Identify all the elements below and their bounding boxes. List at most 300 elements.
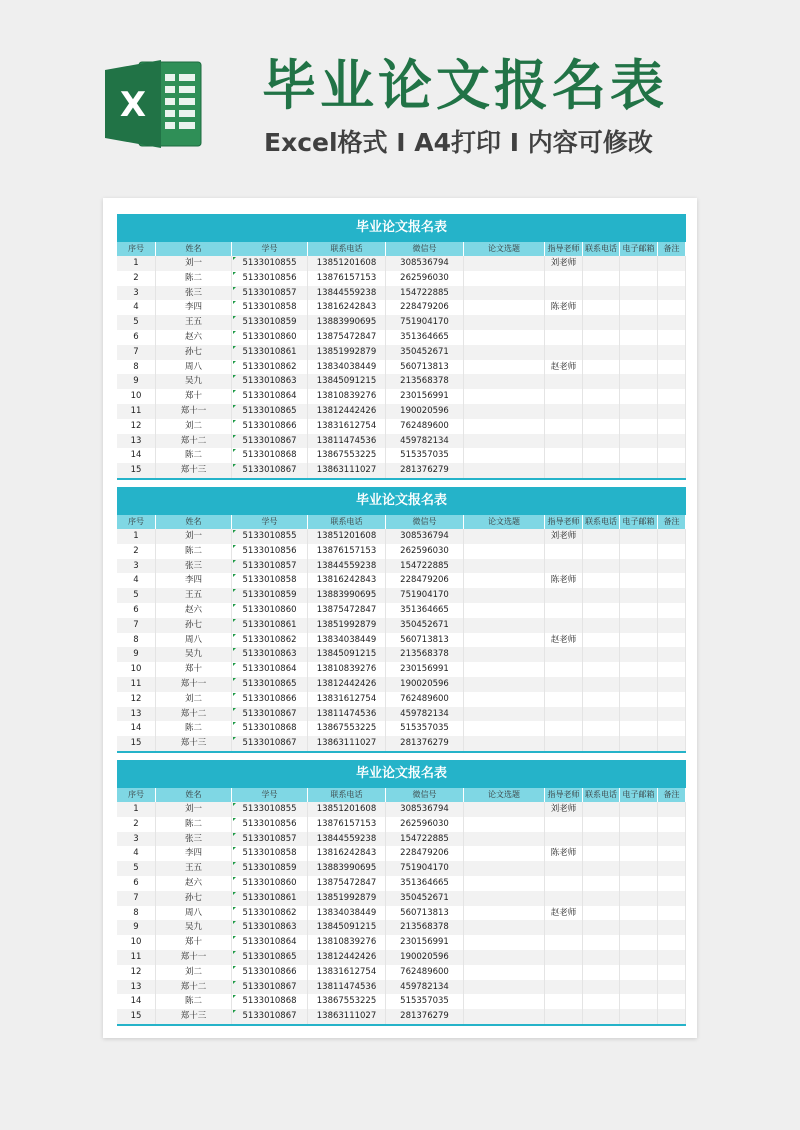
cell-wechat[interactable]: 228479206	[386, 573, 464, 588]
cell-advisor[interactable]	[545, 588, 583, 603]
cell-advisor-phone[interactable]	[583, 419, 620, 434]
cell-remark[interactable]	[658, 736, 686, 751]
cell-topic[interactable]	[464, 920, 545, 935]
cell-wechat[interactable]: 190020596	[386, 677, 464, 692]
cell-email[interactable]	[620, 434, 658, 449]
cell-email[interactable]	[620, 419, 658, 434]
cell-student-id[interactable]: 5133010862	[232, 906, 308, 921]
cell-remark[interactable]	[658, 677, 686, 692]
cell-seq[interactable]: 2	[117, 544, 156, 559]
cell-name[interactable]: 陈二	[156, 817, 232, 832]
cell-seq[interactable]: 4	[117, 300, 156, 315]
cell-remark[interactable]	[658, 434, 686, 449]
cell-advisor-phone[interactable]	[583, 374, 620, 389]
cell-seq[interactable]: 7	[117, 891, 156, 906]
cell-student-id[interactable]: 5133010866	[232, 419, 308, 434]
cell-seq[interactable]: 5	[117, 588, 156, 603]
cell-phone[interactable]: 13834038449	[308, 633, 386, 648]
cell-remark[interactable]	[658, 802, 686, 817]
cell-topic[interactable]	[464, 1009, 545, 1024]
cell-advisor-phone[interactable]	[583, 529, 620, 544]
cell-advisor[interactable]	[545, 965, 583, 980]
cell-wechat[interactable]: 213568378	[386, 374, 464, 389]
cell-student-id[interactable]: 5133010863	[232, 920, 308, 935]
cell-seq[interactable]: 10	[117, 662, 156, 677]
cell-advisor-phone[interactable]	[583, 448, 620, 463]
cell-topic[interactable]	[464, 588, 545, 603]
cell-remark[interactable]	[658, 448, 686, 463]
cell-advisor-phone[interactable]	[583, 906, 620, 921]
cell-remark[interactable]	[658, 861, 686, 876]
cell-remark[interactable]	[658, 920, 686, 935]
cell-seq[interactable]: 15	[117, 736, 156, 751]
cell-student-id[interactable]: 5133010861	[232, 618, 308, 633]
cell-topic[interactable]	[464, 736, 545, 751]
cell-advisor[interactable]	[545, 662, 583, 677]
cell-email[interactable]	[620, 463, 658, 478]
cell-advisor-phone[interactable]	[583, 736, 620, 751]
cell-advisor[interactable]	[545, 286, 583, 301]
cell-email[interactable]	[620, 647, 658, 662]
cell-advisor[interactable]: 刘老师	[545, 529, 583, 544]
cell-wechat[interactable]: 230156991	[386, 389, 464, 404]
cell-student-id[interactable]: 5133010863	[232, 374, 308, 389]
cell-student-id[interactable]: 5133010864	[232, 389, 308, 404]
cell-topic[interactable]	[464, 906, 545, 921]
cell-advisor-phone[interactable]	[583, 559, 620, 574]
cell-remark[interactable]	[658, 891, 686, 906]
cell-seq[interactable]: 9	[117, 647, 156, 662]
cell-student-id[interactable]: 5133010857	[232, 286, 308, 301]
cell-email[interactable]	[620, 448, 658, 463]
cell-name[interactable]: 郑十	[156, 389, 232, 404]
cell-student-id[interactable]: 5133010862	[232, 360, 308, 375]
cell-phone[interactable]: 13875472847	[308, 876, 386, 891]
cell-wechat[interactable]: 350452671	[386, 618, 464, 633]
cell-advisor-phone[interactable]	[583, 544, 620, 559]
cell-topic[interactable]	[464, 876, 545, 891]
cell-wechat[interactable]: 154722885	[386, 286, 464, 301]
cell-name[interactable]: 周八	[156, 633, 232, 648]
cell-student-id[interactable]: 5133010868	[232, 448, 308, 463]
cell-seq[interactable]: 14	[117, 994, 156, 1009]
cell-student-id[interactable]: 5133010858	[232, 573, 308, 588]
cell-email[interactable]	[620, 707, 658, 722]
cell-phone[interactable]: 13883990695	[308, 588, 386, 603]
cell-advisor[interactable]: 赵老师	[545, 360, 583, 375]
cell-topic[interactable]	[464, 434, 545, 449]
cell-name[interactable]: 刘一	[156, 256, 232, 271]
cell-name[interactable]: 周八	[156, 906, 232, 921]
cell-advisor-phone[interactable]	[583, 980, 620, 995]
cell-topic[interactable]	[464, 419, 545, 434]
cell-advisor-phone[interactable]	[583, 965, 620, 980]
cell-student-id[interactable]: 5133010856	[232, 544, 308, 559]
cell-wechat[interactable]: 351364665	[386, 330, 464, 345]
cell-advisor-phone[interactable]	[583, 935, 620, 950]
cell-advisor-phone[interactable]	[583, 389, 620, 404]
cell-remark[interactable]	[658, 1009, 686, 1024]
cell-student-id[interactable]: 5133010865	[232, 950, 308, 965]
cell-seq[interactable]: 5	[117, 861, 156, 876]
cell-topic[interactable]	[464, 618, 545, 633]
cell-seq[interactable]: 12	[117, 692, 156, 707]
cell-remark[interactable]	[658, 832, 686, 847]
cell-topic[interactable]	[464, 463, 545, 478]
cell-email[interactable]	[620, 980, 658, 995]
cell-advisor[interactable]: 刘老师	[545, 256, 583, 271]
cell-seq[interactable]: 12	[117, 965, 156, 980]
cell-phone[interactable]: 13863111027	[308, 1009, 386, 1024]
cell-advisor-phone[interactable]	[583, 861, 620, 876]
cell-name[interactable]: 赵六	[156, 330, 232, 345]
cell-phone[interactable]: 13844559238	[308, 286, 386, 301]
cell-name[interactable]: 张三	[156, 832, 232, 847]
cell-phone[interactable]: 13812442426	[308, 677, 386, 692]
cell-phone[interactable]: 13863111027	[308, 736, 386, 751]
cell-remark[interactable]	[658, 360, 686, 375]
cell-topic[interactable]	[464, 330, 545, 345]
cell-name[interactable]: 郑十一	[156, 677, 232, 692]
cell-email[interactable]	[620, 588, 658, 603]
cell-phone[interactable]: 13851992879	[308, 345, 386, 360]
cell-email[interactable]	[620, 876, 658, 891]
cell-advisor[interactable]	[545, 618, 583, 633]
cell-wechat[interactable]: 281376279	[386, 736, 464, 751]
cell-wechat[interactable]: 350452671	[386, 891, 464, 906]
cell-student-id[interactable]: 5133010860	[232, 876, 308, 891]
cell-wechat[interactable]: 762489600	[386, 965, 464, 980]
cell-advisor-phone[interactable]	[583, 603, 620, 618]
cell-email[interactable]	[620, 846, 658, 861]
cell-remark[interactable]	[658, 588, 686, 603]
cell-student-id[interactable]: 5133010866	[232, 965, 308, 980]
cell-seq[interactable]: 15	[117, 1009, 156, 1024]
cell-advisor-phone[interactable]	[583, 330, 620, 345]
cell-wechat[interactable]: 351364665	[386, 603, 464, 618]
cell-advisor[interactable]	[545, 736, 583, 751]
cell-seq[interactable]: 6	[117, 603, 156, 618]
cell-name[interactable]: 刘一	[156, 529, 232, 544]
cell-student-id[interactable]: 5133010855	[232, 256, 308, 271]
cell-student-id[interactable]: 5133010868	[232, 994, 308, 1009]
cell-topic[interactable]	[464, 817, 545, 832]
cell-phone[interactable]: 13844559238	[308, 559, 386, 574]
cell-remark[interactable]	[658, 994, 686, 1009]
cell-phone[interactable]: 13845091215	[308, 374, 386, 389]
cell-advisor[interactable]: 刘老师	[545, 802, 583, 817]
cell-advisor[interactable]	[545, 544, 583, 559]
cell-advisor[interactable]: 陈老师	[545, 573, 583, 588]
cell-student-id[interactable]: 5133010867	[232, 707, 308, 722]
cell-student-id[interactable]: 5133010860	[232, 330, 308, 345]
cell-phone[interactable]: 13816242843	[308, 573, 386, 588]
cell-topic[interactable]	[464, 692, 545, 707]
cell-phone[interactable]: 13876157153	[308, 544, 386, 559]
cell-phone[interactable]: 13876157153	[308, 271, 386, 286]
cell-wechat[interactable]: 281376279	[386, 1009, 464, 1024]
cell-advisor-phone[interactable]	[583, 994, 620, 1009]
cell-name[interactable]: 张三	[156, 286, 232, 301]
cell-topic[interactable]	[464, 707, 545, 722]
cell-name[interactable]: 陈二	[156, 544, 232, 559]
cell-remark[interactable]	[658, 573, 686, 588]
cell-advisor[interactable]: 陈老师	[545, 300, 583, 315]
cell-wechat[interactable]: 308536794	[386, 529, 464, 544]
cell-advisor[interactable]	[545, 817, 583, 832]
cell-seq[interactable]: 6	[117, 876, 156, 891]
cell-email[interactable]	[620, 692, 658, 707]
cell-topic[interactable]	[464, 891, 545, 906]
cell-advisor-phone[interactable]	[583, 832, 620, 847]
cell-advisor-phone[interactable]	[583, 846, 620, 861]
cell-student-id[interactable]: 5133010859	[232, 315, 308, 330]
cell-remark[interactable]	[658, 603, 686, 618]
cell-name[interactable]: 李四	[156, 300, 232, 315]
cell-email[interactable]	[620, 906, 658, 921]
cell-advisor[interactable]	[545, 721, 583, 736]
cell-topic[interactable]	[464, 300, 545, 315]
cell-student-id[interactable]: 5133010858	[232, 300, 308, 315]
cell-phone[interactable]: 13834038449	[308, 906, 386, 921]
cell-wechat[interactable]: 351364665	[386, 876, 464, 891]
cell-seq[interactable]: 8	[117, 633, 156, 648]
cell-student-id[interactable]: 5133010866	[232, 692, 308, 707]
cell-phone[interactable]: 13845091215	[308, 647, 386, 662]
cell-seq[interactable]: 1	[117, 256, 156, 271]
cell-seq[interactable]: 12	[117, 419, 156, 434]
cell-wechat[interactable]: 154722885	[386, 559, 464, 574]
cell-topic[interactable]	[464, 861, 545, 876]
cell-phone[interactable]: 13816242843	[308, 846, 386, 861]
cell-advisor[interactable]	[545, 271, 583, 286]
cell-advisor-phone[interactable]	[583, 271, 620, 286]
cell-seq[interactable]: 2	[117, 817, 156, 832]
cell-name[interactable]: 陈二	[156, 271, 232, 286]
cell-seq[interactable]: 14	[117, 448, 156, 463]
cell-advisor-phone[interactable]	[583, 817, 620, 832]
cell-advisor-phone[interactable]	[583, 677, 620, 692]
cell-advisor-phone[interactable]	[583, 647, 620, 662]
cell-topic[interactable]	[464, 559, 545, 574]
cell-name[interactable]: 郑十一	[156, 404, 232, 419]
cell-advisor[interactable]	[545, 876, 583, 891]
cell-topic[interactable]	[464, 802, 545, 817]
cell-topic[interactable]	[464, 544, 545, 559]
cell-topic[interactable]	[464, 647, 545, 662]
cell-seq[interactable]: 9	[117, 920, 156, 935]
cell-phone[interactable]: 13834038449	[308, 360, 386, 375]
cell-seq[interactable]: 4	[117, 846, 156, 861]
cell-email[interactable]	[620, 330, 658, 345]
cell-topic[interactable]	[464, 935, 545, 950]
cell-topic[interactable]	[464, 965, 545, 980]
cell-student-id[interactable]: 5133010864	[232, 662, 308, 677]
cell-topic[interactable]	[464, 374, 545, 389]
cell-remark[interactable]	[658, 721, 686, 736]
cell-email[interactable]	[620, 1009, 658, 1024]
cell-email[interactable]	[620, 994, 658, 1009]
cell-phone[interactable]: 13810839276	[308, 389, 386, 404]
cell-wechat[interactable]: 762489600	[386, 692, 464, 707]
cell-seq[interactable]: 2	[117, 271, 156, 286]
cell-wechat[interactable]: 308536794	[386, 256, 464, 271]
cell-seq[interactable]: 13	[117, 707, 156, 722]
cell-name[interactable]: 李四	[156, 573, 232, 588]
cell-wechat[interactable]: 190020596	[386, 404, 464, 419]
cell-email[interactable]	[620, 618, 658, 633]
cell-wechat[interactable]: 190020596	[386, 950, 464, 965]
cell-student-id[interactable]: 5133010862	[232, 633, 308, 648]
cell-phone[interactable]: 13816242843	[308, 300, 386, 315]
cell-advisor[interactable]	[545, 374, 583, 389]
cell-topic[interactable]	[464, 662, 545, 677]
cell-advisor-phone[interactable]	[583, 360, 620, 375]
cell-wechat[interactable]: 230156991	[386, 662, 464, 677]
cell-advisor[interactable]	[545, 463, 583, 478]
cell-remark[interactable]	[658, 662, 686, 677]
cell-name[interactable]: 刘二	[156, 692, 232, 707]
cell-email[interactable]	[620, 360, 658, 375]
cell-topic[interactable]	[464, 994, 545, 1009]
cell-email[interactable]	[620, 315, 658, 330]
cell-seq[interactable]: 8	[117, 906, 156, 921]
cell-remark[interactable]	[658, 529, 686, 544]
cell-email[interactable]	[620, 633, 658, 648]
cell-wechat[interactable]: 459782134	[386, 980, 464, 995]
cell-wechat[interactable]: 262596030	[386, 817, 464, 832]
cell-remark[interactable]	[658, 286, 686, 301]
cell-topic[interactable]	[464, 677, 545, 692]
cell-email[interactable]	[620, 404, 658, 419]
cell-phone[interactable]: 13811474536	[308, 980, 386, 995]
cell-name[interactable]: 郑十二	[156, 707, 232, 722]
cell-advisor-phone[interactable]	[583, 633, 620, 648]
cell-advisor[interactable]	[545, 707, 583, 722]
cell-remark[interactable]	[658, 950, 686, 965]
cell-remark[interactable]	[658, 463, 686, 478]
cell-phone[interactable]: 13883990695	[308, 861, 386, 876]
cell-student-id[interactable]: 5133010855	[232, 529, 308, 544]
cell-topic[interactable]	[464, 345, 545, 360]
cell-email[interactable]	[620, 300, 658, 315]
cell-wechat[interactable]: 350452671	[386, 345, 464, 360]
cell-phone[interactable]: 13811474536	[308, 434, 386, 449]
cell-phone[interactable]: 13851201608	[308, 256, 386, 271]
cell-remark[interactable]	[658, 559, 686, 574]
cell-student-id[interactable]: 5133010856	[232, 271, 308, 286]
cell-advisor[interactable]	[545, 950, 583, 965]
cell-remark[interactable]	[658, 300, 686, 315]
cell-wechat[interactable]: 308536794	[386, 802, 464, 817]
cell-seq[interactable]: 11	[117, 677, 156, 692]
cell-email[interactable]	[620, 832, 658, 847]
cell-wechat[interactable]: 459782134	[386, 434, 464, 449]
cell-advisor-phone[interactable]	[583, 573, 620, 588]
cell-seq[interactable]: 13	[117, 980, 156, 995]
cell-remark[interactable]	[658, 876, 686, 891]
cell-seq[interactable]: 10	[117, 389, 156, 404]
cell-seq[interactable]: 5	[117, 315, 156, 330]
cell-remark[interactable]	[658, 935, 686, 950]
cell-advisor[interactable]	[545, 389, 583, 404]
cell-phone[interactable]: 13883990695	[308, 315, 386, 330]
cell-topic[interactable]	[464, 950, 545, 965]
cell-email[interactable]	[620, 559, 658, 574]
cell-advisor[interactable]	[545, 692, 583, 707]
cell-seq[interactable]: 1	[117, 529, 156, 544]
cell-seq[interactable]: 10	[117, 935, 156, 950]
cell-phone[interactable]: 13863111027	[308, 463, 386, 478]
cell-advisor-phone[interactable]	[583, 345, 620, 360]
cell-seq[interactable]: 14	[117, 721, 156, 736]
cell-advisor[interactable]: 赵老师	[545, 906, 583, 921]
cell-advisor[interactable]	[545, 832, 583, 847]
cell-email[interactable]	[620, 573, 658, 588]
cell-email[interactable]	[620, 891, 658, 906]
cell-name[interactable]: 王五	[156, 861, 232, 876]
cell-phone[interactable]: 13810839276	[308, 662, 386, 677]
cell-advisor-phone[interactable]	[583, 588, 620, 603]
cell-remark[interactable]	[658, 980, 686, 995]
cell-topic[interactable]	[464, 603, 545, 618]
cell-wechat[interactable]: 751904170	[386, 315, 464, 330]
cell-topic[interactable]	[464, 360, 545, 375]
cell-phone[interactable]: 13867553225	[308, 721, 386, 736]
cell-email[interactable]	[620, 662, 658, 677]
cell-name[interactable]: 赵六	[156, 603, 232, 618]
cell-advisor[interactable]	[545, 980, 583, 995]
cell-seq[interactable]: 3	[117, 832, 156, 847]
cell-remark[interactable]	[658, 256, 686, 271]
cell-advisor-phone[interactable]	[583, 721, 620, 736]
cell-wechat[interactable]: 515357035	[386, 448, 464, 463]
cell-wechat[interactable]: 213568378	[386, 647, 464, 662]
cell-phone[interactable]: 13812442426	[308, 950, 386, 965]
cell-topic[interactable]	[464, 256, 545, 271]
cell-remark[interactable]	[658, 692, 686, 707]
cell-advisor[interactable]	[545, 419, 583, 434]
cell-wechat[interactable]: 228479206	[386, 300, 464, 315]
cell-student-id[interactable]: 5133010861	[232, 345, 308, 360]
cell-advisor-phone[interactable]	[583, 286, 620, 301]
cell-email[interactable]	[620, 389, 658, 404]
cell-phone[interactable]: 13811474536	[308, 707, 386, 722]
cell-student-id[interactable]: 5133010865	[232, 677, 308, 692]
cell-email[interactable]	[620, 529, 658, 544]
cell-phone[interactable]: 13851201608	[308, 802, 386, 817]
cell-seq[interactable]: 7	[117, 618, 156, 633]
cell-advisor[interactable]	[545, 1009, 583, 1024]
cell-email[interactable]	[620, 677, 658, 692]
cell-topic[interactable]	[464, 832, 545, 847]
cell-seq[interactable]: 6	[117, 330, 156, 345]
cell-phone[interactable]: 13851992879	[308, 891, 386, 906]
cell-phone[interactable]: 13867553225	[308, 448, 386, 463]
cell-name[interactable]: 孙七	[156, 345, 232, 360]
cell-seq[interactable]: 1	[117, 802, 156, 817]
cell-advisor-phone[interactable]	[583, 1009, 620, 1024]
cell-name[interactable]: 郑十二	[156, 980, 232, 995]
cell-advisor[interactable]	[545, 603, 583, 618]
cell-name[interactable]: 吴九	[156, 374, 232, 389]
cell-remark[interactable]	[658, 345, 686, 360]
cell-advisor[interactable]	[545, 920, 583, 935]
cell-remark[interactable]	[658, 618, 686, 633]
cell-remark[interactable]	[658, 707, 686, 722]
cell-advisor-phone[interactable]	[583, 950, 620, 965]
cell-remark[interactable]	[658, 374, 686, 389]
